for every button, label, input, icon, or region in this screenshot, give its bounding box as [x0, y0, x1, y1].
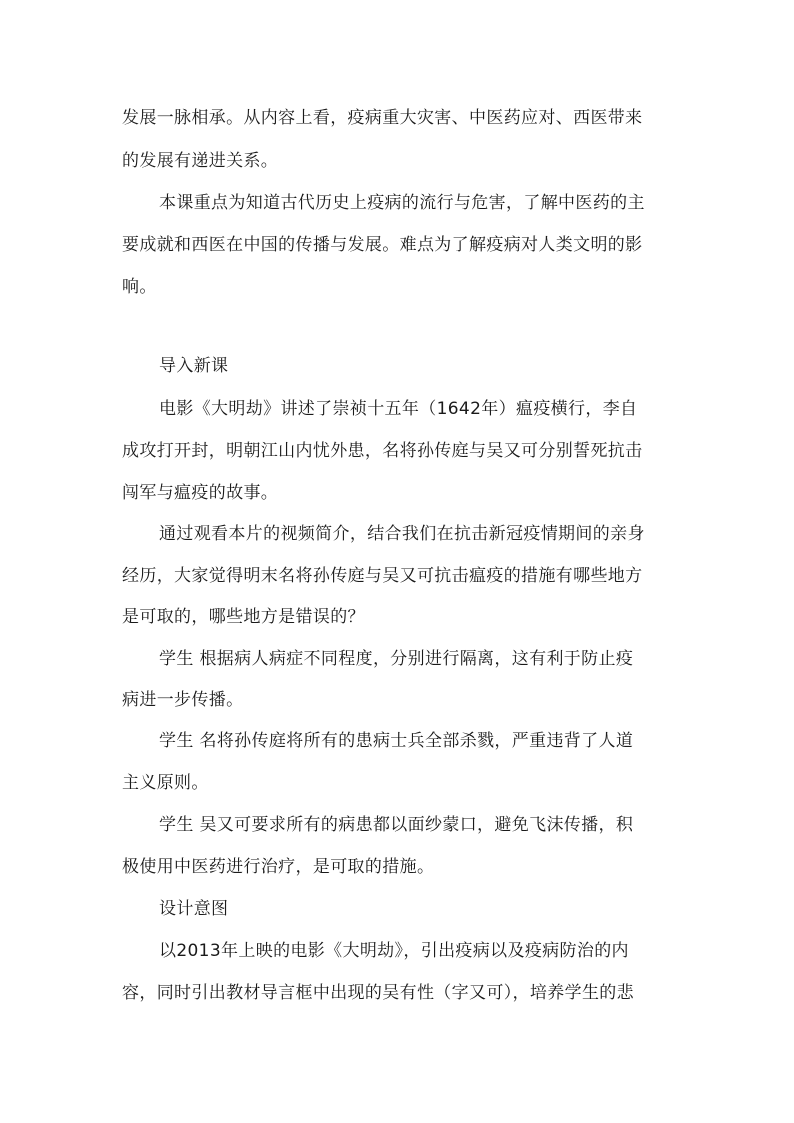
- paragraph-line: 的发展有递进关系。: [122, 151, 279, 171]
- paragraph-line: 闯军与瘟疫的故事。: [122, 483, 279, 503]
- paragraph-line: 学生 根据病人病症不同程度，分别进行隔离，这有利于防止疫: [159, 649, 634, 669]
- paragraph-line: 学生 吴又可要求所有的病患都以面纱蒙口，避免飞沫传播，积: [159, 815, 634, 835]
- paragraph-line: 容，同时引出教材导言框中出现的吴有性（字又可），培养学生的悲: [122, 983, 634, 1003]
- paragraph-line: 要成就和西医在中国的传播与发展。难点为了解疫病对人类文明的影: [122, 235, 643, 255]
- paragraph-line: 以2013年上映的电影《大明劫》，引出疫病以及疫病防治的内: [159, 941, 629, 961]
- section-heading-intro: 导入新课: [159, 356, 229, 376]
- paragraph-line: 发展一脉相承。从内容上看，疫病重大灾害、中医药应对、西医带来: [122, 108, 643, 128]
- paragraph-line: 病进一步传播。: [122, 690, 244, 710]
- paragraph-line: 是可取的，哪些地方是错误的？: [122, 607, 365, 627]
- paragraph-line: 经历，大家觉得明末名将孙传庭与吴又可抗击瘟疫的措施有哪些地方: [122, 566, 643, 586]
- paragraph-line: 成攻打开封，明朝江山内忧外患，名将孙传庭与吴又可分别誓死抗击: [122, 441, 643, 461]
- paragraph-line: 响。: [122, 277, 157, 297]
- paragraph-line: 通过观看本片的视频简介，结合我们在抗击新冠疫情期间的亲身: [159, 524, 645, 544]
- paragraph-line: 本课重点为知道古代历史上疫病的流行与危害，了解中医药的主: [159, 193, 645, 213]
- paragraph-line: 极使用中医药进行治疗，是可取的措施。: [122, 857, 435, 877]
- paragraph-line: 学生 名将孙传庭将所有的患病士兵全部杀戮，严重违背了人道: [159, 731, 634, 751]
- paragraph-line: 主义原则。: [122, 773, 209, 793]
- section-heading-design: 设计意图: [159, 899, 229, 919]
- paragraph-line: 电影《大明劫》讲述了崇祯十五年（1642年）瘟疫横行，李自: [159, 399, 638, 419]
